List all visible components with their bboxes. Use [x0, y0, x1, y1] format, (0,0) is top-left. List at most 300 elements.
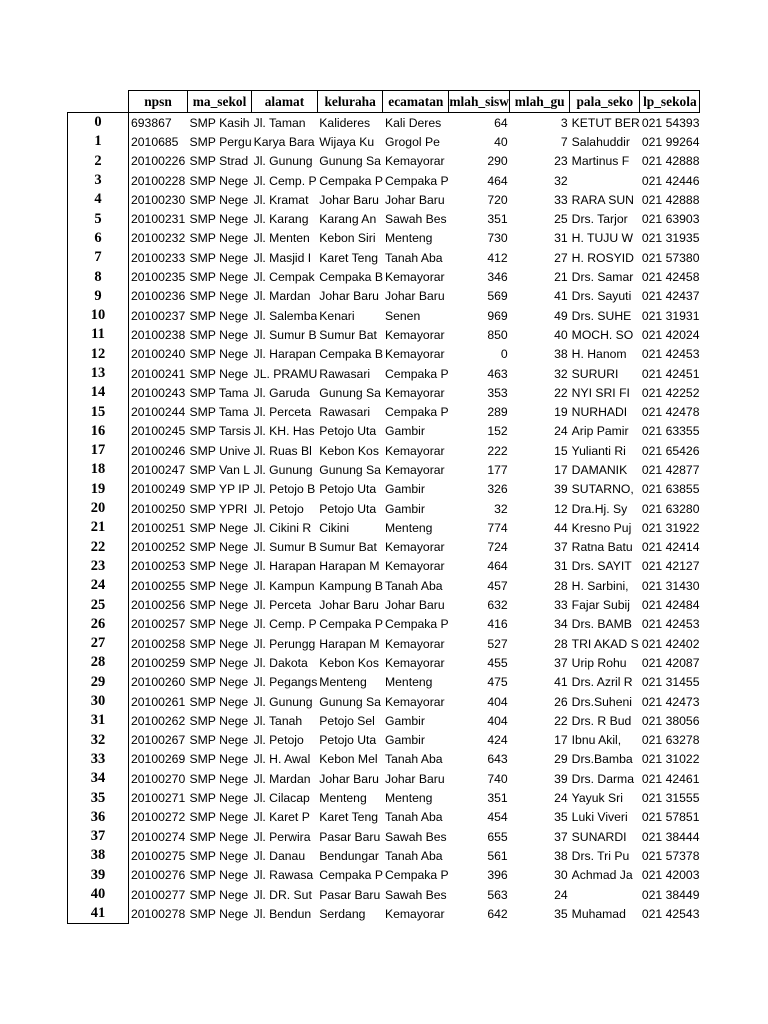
row-index: 3: [68, 171, 129, 190]
row-index: 22: [68, 538, 129, 557]
cell-kecamatan: Kemayorar: [384, 655, 445, 670]
cell-kepala-sekolah: Drs. Tarjor: [571, 212, 628, 227]
cell-kelurahan: Petojo Uta: [319, 501, 377, 516]
cell-npsn: 20100244: [131, 405, 186, 420]
row-index: 28: [68, 653, 129, 672]
spreadsheet: [67, 90, 700, 924]
cell-telp-sekolah: 021 63280: [641, 501, 700, 516]
cell-kelurahan: Harapan M: [319, 559, 380, 574]
cell-telp-sekolah: 021 42453: [641, 347, 700, 362]
cell-jumlah-siswa: 463: [487, 366, 508, 381]
cell-nama-sekolah: SMP Nege: [189, 327, 249, 342]
cell-jumlah-siswa: 346: [487, 270, 508, 285]
header-kepala-sekolah: pala_seko: [570, 91, 640, 113]
row-index: 27: [68, 634, 129, 653]
cell-kepala-sekolah: KETUT BER: [571, 115, 640, 130]
cell-kepala-sekolah: RARA SUN: [571, 192, 634, 207]
cell-kelurahan: Petojo Sel: [319, 713, 375, 728]
cell-jumlah-siswa: 404: [487, 694, 508, 709]
cell-telp-sekolah: 021 42478: [641, 405, 700, 420]
cell-jumlah-siswa: 454: [487, 810, 508, 825]
table-row: [68, 731, 700, 750]
cell-jumlah-siswa: 0: [500, 347, 508, 362]
row-index: 17: [68, 441, 129, 460]
cell-telp-sekolah: 021 38056: [641, 713, 700, 728]
cell-kecamatan: Johar Baru: [384, 289, 445, 304]
cell-jumlah-siswa: 457: [487, 578, 508, 593]
cell-kecamatan: Kemayorar: [384, 907, 445, 922]
cell-jumlah-siswa: 351: [487, 212, 508, 227]
row-index: 0: [68, 113, 129, 133]
cell-jumlah-guru: 22: [554, 385, 568, 400]
cell-kepala-sekolah: Drs. Samar: [571, 270, 634, 285]
cell-kecamatan: Sawah Bes: [384, 212, 447, 227]
cell-kelurahan: Kebon Mel: [319, 752, 378, 767]
table-row: [68, 287, 700, 306]
cell-npsn: 20100277: [131, 887, 186, 902]
cell-telp-sekolah: 021 38444: [641, 829, 700, 844]
cell-alamat: JL. PRAMU: [253, 366, 318, 381]
cell-nama-sekolah: SMP Nege: [189, 308, 249, 323]
cell-jumlah-siswa: 424: [487, 733, 508, 748]
cell-kepala-sekolah: SURURI: [571, 366, 619, 381]
corner-cell: [68, 91, 129, 113]
cell-kepala-sekolah: H. Hanom: [571, 347, 627, 362]
table-row: [68, 576, 700, 595]
cell-kepala-sekolah: Muhamad: [571, 907, 626, 922]
cell-kecamatan: Sawah Bes: [384, 887, 447, 902]
cell-jumlah-guru: 15: [554, 443, 568, 458]
cell-telp-sekolah: 021 54393: [641, 115, 700, 130]
cell-jumlah-siswa: 561: [487, 848, 508, 863]
cell-jumlah-guru: 38: [554, 347, 568, 362]
cell-telp-sekolah: 021 65426: [641, 443, 700, 458]
row-index: 20: [68, 499, 129, 518]
cell-jumlah-siswa: 40: [494, 134, 508, 149]
row-index: 5: [68, 209, 129, 228]
cell-telp-sekolah: 021 42888: [641, 154, 700, 169]
cell-kecamatan: Tanah Aba: [384, 250, 443, 265]
cell-jumlah-guru: 12: [554, 501, 568, 516]
cell-kelurahan: Cempaka B: [319, 347, 383, 362]
cell-kepala-sekolah: Drs. Tri Pu: [571, 848, 630, 863]
cell-nama-sekolah: SMP Nege: [189, 212, 249, 227]
cell-jumlah-siswa: 290: [487, 154, 508, 169]
row-index: 12: [68, 345, 129, 364]
cell-telp-sekolah: 021 42437: [641, 289, 700, 304]
cell-telp-sekolah: 021 31430: [641, 578, 700, 593]
cell-kelurahan: Johar Baru: [319, 598, 379, 613]
row-index: 10: [68, 306, 129, 325]
table-row: [68, 383, 700, 402]
cell-nama-sekolah: SMP Pergu: [189, 134, 252, 149]
cell-npsn: 20100230: [131, 192, 186, 207]
cell-kepala-sekolah: MOCH. SO: [571, 327, 634, 342]
row-index: 39: [68, 866, 129, 885]
cell-jumlah-guru: 44: [554, 520, 568, 535]
cell-kecamatan: Johar Baru: [384, 598, 445, 613]
cell-npsn: 20100271: [131, 791, 186, 806]
cell-alamat: Jl. Gunung: [253, 694, 313, 709]
cell-kelurahan: Menteng: [319, 675, 367, 690]
cell-kecamatan: Kemayorar: [384, 559, 445, 574]
table-row: [68, 904, 700, 924]
cell-kecamatan: Senen: [384, 308, 421, 323]
cell-jumlah-guru: 21: [554, 270, 568, 285]
cell-jumlah-guru: 19: [554, 405, 568, 420]
cell-kepala-sekolah: Martinus F: [571, 154, 630, 169]
cell-kelurahan: Rawasari: [319, 366, 371, 381]
cell-alamat: Jl. Perwira: [253, 829, 311, 844]
table-row: [68, 441, 700, 460]
row-index: 21: [68, 518, 129, 537]
cell-telp-sekolah: 021 42484: [641, 598, 700, 613]
cell-nama-sekolah: SMP Van L: [189, 462, 251, 477]
cell-kecamatan: Menteng: [384, 791, 433, 806]
cell-alamat: Jl. Dakota: [253, 655, 308, 670]
cell-kecamatan: Kemayorar: [384, 636, 445, 651]
cell-jumlah-guru: 34: [554, 617, 568, 632]
cell-alamat: Jl. Perceta: [253, 598, 312, 613]
table-row: [68, 827, 700, 846]
cell-npsn: 20100272: [131, 810, 186, 825]
cell-jumlah-guru: 28: [554, 636, 568, 651]
cell-kelurahan: Menteng: [319, 791, 367, 806]
cell-kecamatan: Cempaka P: [384, 868, 449, 883]
cell-kecamatan: Kemayorar: [384, 347, 445, 362]
row-index: 6: [68, 229, 129, 248]
cell-nama-sekolah: SMP Nege: [189, 366, 249, 381]
cell-nama-sekolah: SMP Nege: [189, 752, 249, 767]
row-index: 38: [68, 846, 129, 865]
cell-kelurahan: Johar Baru: [319, 192, 379, 207]
cell-jumlah-guru: 17: [554, 733, 568, 748]
cell-kelurahan: Kenari: [319, 308, 355, 323]
cell-kelurahan: Karet Teng: [319, 810, 379, 825]
cell-kepala-sekolah: Drs.Suheni: [571, 694, 632, 709]
table-row: [68, 673, 700, 692]
cell-telp-sekolah: 021 31922: [641, 520, 700, 535]
cell-kepala-sekolah: Yayuk Sri: [571, 791, 623, 806]
cell-npsn: 20100232: [131, 231, 186, 246]
cell-jumlah-guru: 22: [554, 713, 568, 728]
header-npsn: npsn: [129, 91, 188, 113]
cell-alamat: Jl. Perungg: [253, 636, 316, 651]
cell-jumlah-siswa: 396: [487, 868, 508, 883]
cell-npsn: 20100240: [131, 347, 186, 362]
cell-alamat: Jl. Menten: [253, 231, 310, 246]
cell-telp-sekolah: 021 57380: [641, 250, 700, 265]
cell-alamat: Jl. H. Awal: [253, 752, 311, 767]
table-row: [68, 711, 700, 730]
cell-jumlah-guru: 17: [554, 462, 568, 477]
row-index: 1: [68, 132, 129, 151]
cell-kepala-sekolah: Achmad Ja: [571, 868, 633, 883]
cell-kecamatan: Menteng: [384, 520, 433, 535]
cell-jumlah-guru: 27: [554, 250, 568, 265]
row-index: 30: [68, 692, 129, 711]
cell-kepala-sekolah: Urip Rohu: [571, 655, 627, 670]
cell-jumlah-siswa: 643: [487, 752, 508, 767]
cell-jumlah-guru: 3: [560, 115, 568, 130]
header-nama-sekolah: ma_sekol: [188, 91, 252, 113]
cell-kecamatan: Cempaka P: [384, 173, 449, 188]
cell-kepala-sekolah: [570, 885, 640, 904]
cell-jumlah-siswa: 774: [487, 520, 508, 535]
cell-alamat: Jl. Salemba: [253, 308, 318, 323]
cell-kepala-sekolah: Ibnu Akil,: [571, 733, 622, 748]
cell-kelurahan: Petojo Uta: [319, 733, 377, 748]
table-row: [68, 209, 700, 228]
cell-npsn: 20100233: [131, 250, 186, 265]
cell-jumlah-guru: 23: [554, 154, 568, 169]
cell-npsn: 20100274: [131, 829, 186, 844]
row-index: 31: [68, 711, 129, 730]
cell-telp-sekolah: 021 42446: [641, 173, 700, 188]
cell-kepala-sekolah: Luki Viveri: [571, 810, 628, 825]
cell-jumlah-guru: 30: [554, 868, 568, 883]
cell-nama-sekolah: SMP Nege: [189, 733, 249, 748]
cell-alamat: Jl. Karet P: [253, 810, 310, 825]
header-row: [68, 91, 700, 113]
cell-jumlah-guru: 37: [554, 655, 568, 670]
cell-jumlah-siswa: 416: [487, 617, 508, 632]
cell-jumlah-siswa: 353: [487, 385, 508, 400]
cell-kepala-sekolah: Arip Pamir: [571, 424, 629, 439]
cell-kelurahan: Petojo Uta: [319, 424, 377, 439]
cell-kelurahan: Sumur Bat: [319, 327, 377, 342]
cell-nama-sekolah: SMP YP IP: [189, 482, 250, 497]
cell-kecamatan: Kemayorar: [384, 154, 445, 169]
table-row: [68, 480, 700, 499]
cell-jumlah-siswa: 412: [487, 250, 508, 265]
cell-nama-sekolah: SMP Tarsis: [189, 424, 251, 439]
cell-nama-sekolah: SMP Tama: [189, 385, 249, 400]
cell-kepala-sekolah: H. ROSYID: [571, 250, 634, 265]
cell-jumlah-siswa: 455: [487, 655, 508, 670]
cell-kelurahan: Serdang: [319, 907, 366, 922]
cell-kecamatan: Tanah Aba: [384, 848, 443, 863]
row-index: 14: [68, 383, 129, 402]
cell-kelurahan: Johar Baru: [319, 771, 379, 786]
cell-telp-sekolah: 021 63278: [641, 733, 700, 748]
cell-telp-sekolah: 021 57378: [641, 848, 700, 863]
cell-kelurahan: Harapan M: [319, 636, 380, 651]
cell-alamat: Jl. Sumur B: [253, 327, 317, 342]
cell-kecamatan: Kali Deres: [384, 115, 442, 130]
cell-jumlah-guru: 24: [554, 791, 568, 806]
row-index: 40: [68, 885, 129, 904]
cell-jumlah-guru: 41: [554, 675, 568, 690]
cell-nama-sekolah: SMP Nege: [189, 713, 249, 728]
cell-jumlah-guru: 38: [554, 848, 568, 863]
table-row: [68, 113, 700, 133]
cell-jumlah-guru: 33: [554, 192, 568, 207]
cell-jumlah-guru: 7: [560, 134, 568, 149]
cell-kelurahan: Karang An: [319, 212, 377, 227]
cell-alamat: Jl. Sumur B: [253, 540, 317, 555]
cell-nama-sekolah: SMP Nege: [189, 540, 249, 555]
cell-npsn: 20100259: [131, 655, 186, 670]
cell-alamat: Jl. Rawasa: [253, 868, 314, 883]
cell-kepala-sekolah: Drs. SAYIT: [571, 559, 632, 574]
cell-kecamatan: Kemayorar: [384, 443, 445, 458]
cell-npsn: 20100258: [131, 636, 186, 651]
cell-alamat: Jl. Pegangs: [253, 675, 318, 690]
cell-jumlah-guru: 33: [554, 598, 568, 613]
cell-kecamatan: Kemayorar: [384, 270, 445, 285]
table-row: [68, 788, 700, 807]
cell-jumlah-siswa: 563: [487, 887, 508, 902]
cell-alamat: Jl. Cemp. P: [253, 617, 317, 632]
cell-telp-sekolah: 021 63355: [641, 424, 700, 439]
cell-telp-sekolah: 021 31935: [641, 231, 700, 246]
cell-kecamatan: Gambir: [384, 501, 425, 516]
cell-npsn: 20100270: [131, 771, 186, 786]
cell-jumlah-siswa: 464: [487, 173, 508, 188]
cell-nama-sekolah: SMP Nege: [189, 270, 249, 285]
cell-kecamatan: Johar Baru: [384, 771, 445, 786]
cell-nama-sekolah: SMP Nege: [189, 868, 249, 883]
cell-jumlah-siswa: 569: [487, 289, 508, 304]
row-index: 7: [68, 248, 129, 267]
cell-kecamatan: Tanah Aba: [384, 810, 443, 825]
cell-jumlah-guru: 24: [554, 887, 568, 902]
cell-npsn: 20100235: [131, 270, 186, 285]
row-index: 18: [68, 460, 129, 479]
cell-jumlah-siswa: 730: [487, 231, 508, 246]
cell-nama-sekolah: SMP Nege: [189, 829, 249, 844]
cell-npsn: 20100262: [131, 713, 186, 728]
cell-kelurahan: Kebon Siri: [319, 231, 376, 246]
cell-alamat: Jl. Danau: [253, 848, 306, 863]
row-index: 19: [68, 480, 129, 499]
table-row: [68, 248, 700, 267]
cell-kelurahan: Bendungar: [319, 848, 379, 863]
cell-jumlah-siswa: 404: [487, 713, 508, 728]
cell-alamat: Jl. Taman: [253, 115, 306, 130]
row-index: 32: [68, 731, 129, 750]
cell-jumlah-guru: 49: [554, 308, 568, 323]
cell-alamat: Jl. Harapan: [253, 347, 316, 362]
cell-nama-sekolah: SMP Kasih: [189, 115, 250, 130]
cell-kecamatan: Kemayorar: [384, 540, 445, 555]
cell-nama-sekolah: SMP Nege: [189, 347, 249, 362]
cell-jumlah-siswa: 32: [494, 501, 508, 516]
cell-npsn: 20100241: [131, 366, 186, 381]
header-jumlah-siswa: mlah_sisw: [449, 91, 510, 113]
cell-telp-sekolah: 021 42127: [641, 559, 700, 574]
cell-jumlah-guru: 37: [554, 829, 568, 844]
cell-kepala-sekolah: Salahuddir: [571, 134, 630, 149]
cell-telp-sekolah: 021 42252: [641, 385, 700, 400]
cell-alamat: Jl. Cemp. P: [253, 173, 317, 188]
cell-kepala-sekolah: Fajar Subij: [571, 598, 630, 613]
table-row: [68, 595, 700, 614]
cell-kecamatan: Sawah Bes: [384, 829, 447, 844]
cell-kelurahan: Wijaya Ku: [319, 134, 375, 149]
cell-kepala-sekolah: Dra.Hj. Sy: [571, 501, 628, 516]
cell-npsn: 20100238: [131, 327, 186, 342]
cell-jumlah-siswa: 464: [487, 559, 508, 574]
cell-npsn: 20100275: [131, 848, 186, 863]
header-kecamatan: ecamatan: [383, 91, 449, 113]
cell-jumlah-guru: 31: [554, 231, 568, 246]
table-row: [68, 499, 700, 518]
cell-npsn: 20100251: [131, 520, 186, 535]
cell-telp-sekolah: 021 57851: [641, 810, 700, 825]
cell-kepala-sekolah: TRI AKAD S: [571, 636, 639, 651]
cell-kelurahan: Gunung Sa: [319, 462, 381, 477]
cell-kecamatan: Gambir: [384, 733, 425, 748]
cell-jumlah-guru: 35: [554, 907, 568, 922]
cell-npsn: 20100256: [131, 598, 186, 613]
cell-nama-sekolah: SMP Nege: [189, 636, 249, 651]
table-row: [68, 132, 700, 151]
cell-kelurahan: Gunung Sa: [319, 694, 381, 709]
row-index: 8: [68, 267, 129, 286]
cell-kecamatan: Kemayorar: [384, 462, 445, 477]
table-row: [68, 364, 700, 383]
cell-npsn: 20100249: [131, 482, 186, 497]
cell-npsn: 20100253: [131, 559, 186, 574]
cell-npsn: 20100226: [131, 154, 186, 169]
table-row: [68, 518, 700, 537]
cell-jumlah-guru: 40: [554, 327, 568, 342]
cell-jumlah-siswa: 289: [487, 405, 508, 420]
cell-kelurahan: Pasar Baru: [319, 829, 381, 844]
cell-kelurahan: Kalideres: [319, 115, 371, 130]
cell-nama-sekolah: SMP Nege: [189, 520, 249, 535]
cell-alamat: Jl. Tanah: [253, 713, 303, 728]
cell-nama-sekolah: SMP Nege: [189, 578, 249, 593]
cell-npsn: 20100260: [131, 675, 186, 690]
table-row: [68, 345, 700, 364]
row-index: 25: [68, 595, 129, 614]
cell-nama-sekolah: SMP Nege: [189, 231, 249, 246]
cell-kelurahan: Sumur Bat: [319, 540, 377, 555]
cell-kelurahan: Cempaka B: [319, 270, 383, 285]
row-index: 37: [68, 827, 129, 846]
cell-kelurahan: Gunung Sa: [319, 154, 381, 169]
row-index: 9: [68, 287, 129, 306]
cell-telp-sekolah: 021 31555: [641, 791, 700, 806]
cell-jumlah-siswa: 720: [487, 192, 508, 207]
cell-jumlah-guru: 39: [554, 482, 568, 497]
cell-nama-sekolah: SMP Nege: [189, 907, 249, 922]
cell-kecamatan: Cempaka P: [384, 366, 449, 381]
cell-kelurahan: Kebon Kos: [319, 443, 379, 458]
cell-jumlah-guru: 39: [554, 771, 568, 786]
table-row: [68, 750, 700, 769]
cell-jumlah-guru: 32: [554, 366, 568, 381]
cell-kepala-sekolah: Drs. Darma: [571, 771, 634, 786]
cell-kecamatan: Kemayorar: [384, 694, 445, 709]
header-jumlah-guru: mlah_gu: [510, 91, 570, 113]
row-index: 36: [68, 808, 129, 827]
cell-kecamatan: Kemayorar: [384, 327, 445, 342]
cell-alamat: Jl. Ruas Bl: [253, 443, 312, 458]
cell-kelurahan: Kampung B: [319, 578, 383, 593]
cell-jumlah-siswa: 326: [487, 482, 508, 497]
cell-kelurahan: Cempaka P: [319, 868, 383, 883]
cell-npsn: 20100237: [131, 308, 186, 323]
cell-kepala-sekolah: Drs. R Bud: [571, 713, 632, 728]
table-row: [68, 615, 700, 634]
cell-kepala-sekolah: [570, 171, 640, 190]
cell-nama-sekolah: SMP Tama: [189, 405, 249, 420]
cell-kepala-sekolah: SUTARNO,: [571, 482, 634, 497]
